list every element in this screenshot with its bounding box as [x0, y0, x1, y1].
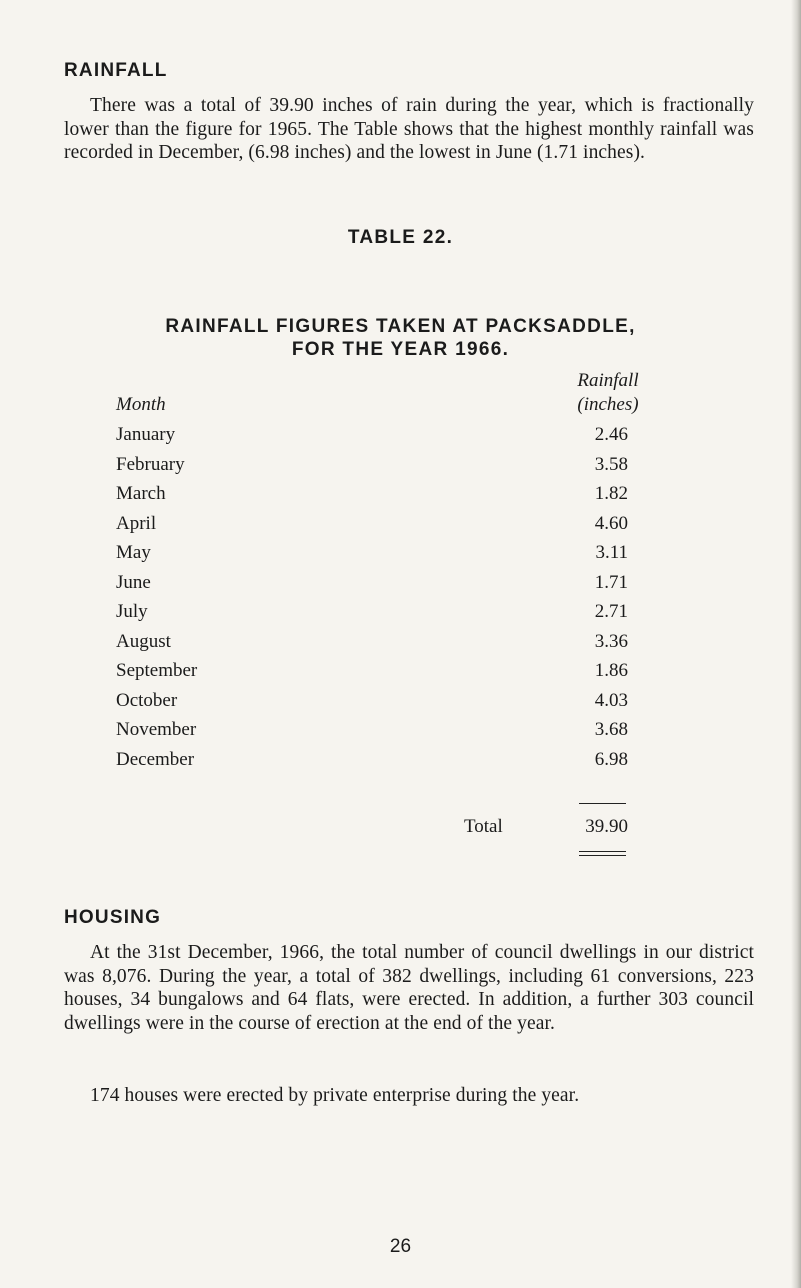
housing-paragraph-1: At the 31st December, 1966, the total number of council dwellings in our district was 8,076. During the year, a total of 382 dwellings, including 61 conversions, 223 houses, 34 bungalows and 64 flats, were erected. In addition, a further 303 council dwellings were in the course of erection at the end of the year. [64, 942, 754, 1034]
table-row [0, 542, 801, 572]
total-separator-rule [579, 803, 626, 804]
month-cell: December [116, 748, 195, 770]
table-label: TABLE 22. [347, 227, 454, 248]
rainfall-cell: 4.60 [594, 512, 628, 534]
rainfall-heading: RAINFALL [64, 60, 168, 81]
page-number: 26 [389, 1236, 412, 1257]
month-cell: September [116, 660, 198, 681]
table-row [0, 454, 801, 484]
table-row [0, 719, 801, 749]
month-cell: January [116, 424, 176, 445]
total-double-rule [579, 851, 626, 856]
month-cell: November [116, 719, 197, 740]
rainfall-cell: 4.03 [594, 689, 628, 711]
month-cell: June [116, 571, 151, 593]
table-row [0, 483, 801, 513]
month-cell: August [116, 630, 171, 652]
month-cell: July [116, 601, 148, 622]
column-header-unit: (inches) [577, 394, 639, 415]
table-row [0, 631, 801, 661]
rainfall-paragraph: There was a total of 39.90 inches of rain during the year, which is fractionally lower than the figure for 1965. The Table shows that the highest monthly rainfall was recorded in December, (6.98 inches) and the lowest in June (1.71 inches). [64, 95, 754, 163]
housing-heading: HOUSING [64, 907, 162, 928]
table-row [0, 601, 801, 631]
rainfall-cell: 3.68 [594, 719, 628, 740]
month-cell: May [116, 542, 151, 563]
rainfall-table-body [0, 424, 801, 778]
month-cell: March [116, 483, 166, 504]
rainfall-cell: 3.36 [594, 630, 628, 652]
housing-paragraph-2: 174 houses were erected by private enterprise during the year. [90, 1085, 580, 1106]
rainfall-cell: 1.86 [594, 660, 628, 681]
rainfall-cell: 3.11 [595, 542, 628, 563]
rainfall-cell: 2.71 [594, 601, 628, 622]
table-row [0, 660, 801, 690]
table-title-line1: RAINFALL FIGURES TAKEN AT PACKSADDLE, [165, 316, 636, 337]
rainfall-cell: 1.82 [594, 483, 628, 504]
rainfall-cell: 3.58 [594, 453, 628, 475]
total-label: Total [464, 816, 503, 837]
table-row [0, 513, 801, 543]
total-value: 39.90 [585, 816, 628, 837]
rainfall-cell: 1.71 [594, 571, 628, 593]
table-row [0, 424, 801, 454]
month-cell: October [116, 689, 178, 711]
table-row [0, 572, 801, 602]
table-row [0, 690, 801, 720]
table-title-line2: FOR THE YEAR 1966. [291, 339, 510, 360]
column-header-rainfall: Rainfall [577, 370, 639, 391]
rainfall-cell: 2.46 [594, 424, 628, 445]
month-cell: February [116, 453, 185, 475]
rainfall-cell: 6.98 [594, 748, 628, 770]
table-row [0, 749, 801, 779]
column-header-month: Month [116, 394, 166, 415]
month-cell: April [116, 512, 157, 534]
